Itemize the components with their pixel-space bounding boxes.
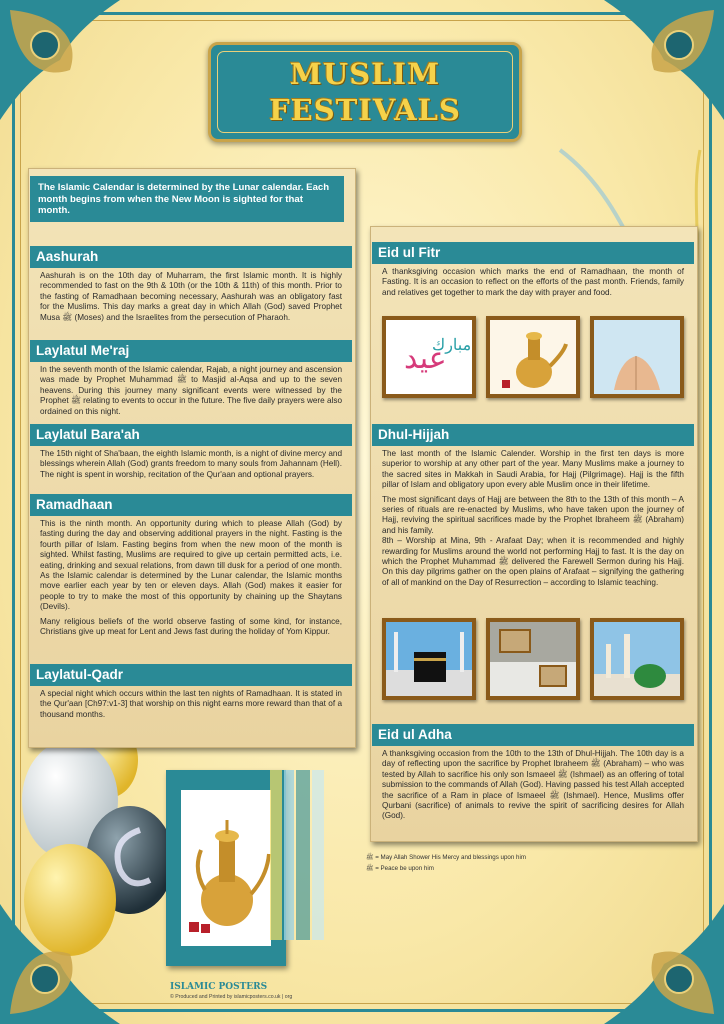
section-text: The last month of the Islamic Calender. Worship in the first ten days is more superior to worship at any other part of the year. Many Muslims make a journey to the sacred sites in Makkah in Saudi Arabia, for Hajj (Pilgrimage). Hajj is the fifth pillar of Islam and obligatory upon every able Muslim once in their lifetime. (382, 449, 684, 490)
section-baraah (32, 424, 350, 480)
section-text-2: Many religious beliefs of the world observe fasting of some kind, for instance, Christians give up meat for Lent and Jews fast during the holiday of Yom Kippur. (40, 616, 342, 637)
section-fitr (374, 242, 692, 298)
footer-credit: © Produced and Printed by islamicposters.co.uk | org (170, 994, 293, 1000)
section-qadr (32, 664, 350, 720)
section-heading: Eid ul Adha (372, 724, 694, 746)
coffee-pot-image (486, 316, 580, 398)
coffee-pot-large-image (181, 790, 271, 946)
section-adha (374, 724, 692, 822)
corner-ornament-top-left (0, 0, 120, 120)
section-text: This is the ninth month. An opportunity during which to please Allah (God) by fasting during the day and observing additional prayers in the night. Fasting is the fourth pillar of Islam. Fasting begins from when the new moon of the month is sighted. Whilst fasting, Muslims are required to give up certain permitted acts, i.e. eating, drinking and sexual relations, from dawn till dusk for a period of one month. As the Islamic calendar is determined by the Lunar calendar, the Islamic months move earlier each year by ten or eleven days. Allah (God) makes it easier for people to try to make the most of this opportunity by chaining up the Shaytans (Devils). (40, 519, 342, 612)
title-line-2: FESTIVALS (269, 93, 461, 127)
section-heading: Laylatul Bara'ah (30, 424, 352, 446)
section-text: The 15th night of Sha'baan, the eighth Islamic month, is a night of divine mercy and blessings wherein Allah (God) grants freedom to many souls from Jahannam (Hell). The night is spent in worship, recitation of the Qur'aan and optional prayers. (40, 449, 342, 479)
section-text: A thanksgiving occasion from the 10th to the 13th of Dhul-Hijjah. The 10th day is a day of reflecting upon the sacrifice by Prophet Ibraheem ﷺ (Abraham) – who was tested by Allah to sacrifice his only son Ismaeel ﷺ (Ishmael) as an offering of total submission to the commands of Allah (God). Having passed his test Allah accepted the sacrifice of a Ram in place of Ismaeel ﷺ (Ishmael). Hence, Muslims offer Qurbani (sacrifice) of animals to revive the spirit of sacrificing desires for Allah (God). (382, 749, 684, 821)
praying-hands-image (590, 316, 684, 398)
svg-text:ﻣﺒﺎﺭﻙ: ﻣﺒﺎﺭﻙ (432, 335, 472, 354)
section-meraj (32, 340, 350, 417)
note-peace: ﷺ = Peace be upon him (366, 865, 434, 872)
section-heading: Laylatul Me'raj (30, 340, 352, 362)
section-text: A thanksgiving occasion which marks the end of Ramadhaan, the month of Fasting. It is an occasion to reflect on the efforts of the past month. Friends, family and relatives get together to mark the day with prayer and food. (382, 267, 684, 297)
footer-logo: ISLAMIC POSTERS (170, 982, 268, 992)
green-dome-mosque-image (590, 618, 684, 700)
section-text: A special night which occurs within the last ten nights of Ramadhaan. It is stated in the Qur'aan [Ch97:v1-3] that worship on this night earns more reward than that of a thousand months. (40, 689, 342, 719)
symbol-notes (366, 852, 526, 874)
intro-text: The Islamic Calendar is determined by the Lunar calendar. Each month begins from when the New Moon is sighted for that month. (30, 176, 344, 222)
section-aashurah (32, 246, 350, 323)
corner-ornament-top-right (604, 0, 724, 120)
fitr-photo-row (374, 316, 692, 398)
section-hijjah (374, 424, 692, 588)
title-banner (208, 42, 522, 142)
section-text: Aashurah is on the 10th day of Muharram, the first Islamic month. It is highly recommended to fast on the 9th & 10th (or the 10th & 11th) of this month. Prior to the fasting of Ramadhaan becoming necessary, Aashurah was an obligatory fast for the Muslims. This day marks a great day in which Allah (God) saved Prophet Musa ﷺ (Moses) and the Israelites from the persecution of Pharaoh. (40, 271, 342, 322)
section-heading: Laylatul-Qadr (30, 664, 352, 686)
corner-ornament-bottom-left (0, 904, 120, 1024)
kaaba-image (382, 618, 476, 700)
eid-calligraphy-image (382, 316, 476, 398)
section-heading: Ramadhaan (30, 494, 352, 516)
section-heading: Dhul-Hijjah (372, 424, 694, 446)
section-text: In the seventh month of the Islamic calendar, Rajab, a night journey and ascension was made by Prophet Muhammad ﷺ to Masjid al-Aqsa and up to the seven heavens. During this journey many significant events were witnessed by the Prophet ﷺ relating to events to occur in the future. The five daily prayers were also ordained on this night. (40, 365, 343, 416)
corner-ornament-bottom-right (604, 904, 724, 1024)
section-heading: Eid ul Fitr (372, 242, 694, 264)
coffee-pot-frame (166, 770, 286, 966)
arafaat-pilgrims-image (486, 618, 580, 700)
section-ramadhaan (32, 494, 350, 637)
hajj-photo-row (374, 618, 692, 700)
svg-text:ﻋﻴﺪ: ﻋﻴﺪ (404, 341, 447, 376)
section-text-2: The most significant days of Hajj are between the 8th to the 13th of this month – A series of rituals are re-enacted by Muslims, who have taken upon the journey of Hajj, reviving the spiritual sacrifices made by the Prophet Ibraheem ﷺ (Abraham) and his family. 8th – Worship at Mina, 9th - Arafaat Day; when it is recommended and highly rewarding for Muslims around the world not performing Hajj to fast. It is the day on which the Prophet Muhammad ﷺ delivered the Farewell Sermon during his Hajj. On this day pilgrims gather on the open plains of Arafaat – signifying the gathering of all of mankind on the Day of Resurrection – according to Islamic teaching. (382, 494, 684, 587)
section-heading: Aashurah (30, 246, 352, 268)
title-line-1: MUSLIM (289, 57, 441, 91)
note-mercy: ﷺ = May Allah Shower His Mercy and blessings upon him (366, 854, 527, 861)
decorative-stripes (270, 770, 330, 940)
